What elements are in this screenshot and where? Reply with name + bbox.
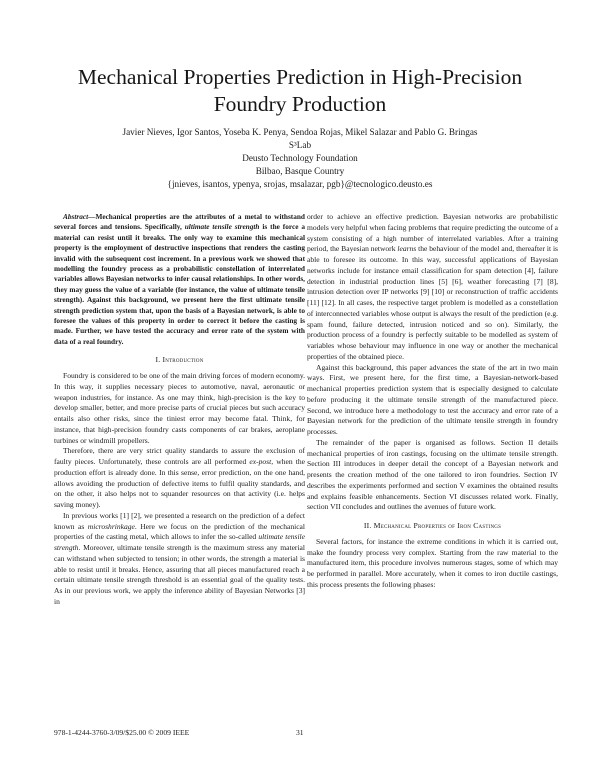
author-organization: Deusto Technology Foundation: [242, 153, 358, 163]
intro-p2-term: ex-post: [249, 457, 272, 467]
left-column: [54, 212, 305, 608]
intro-p3-text-a: In previous works [1] [2], we presented a research on the prediction of a defect known as: [54, 510, 305, 531]
intro-p2-text-b: , when the production effort is already done. In this sense, error prediction, on the one hand, allows avoiding the production of defective items to fulfil quality standards, and on the other, it also helps not to squander resources on that activity (i.e. helps saving money).: [54, 457, 305, 510]
section-2-title: Mechanical Properties of Iron Castings: [373, 521, 502, 530]
intro-p2-text-a: Therefore, there are very strict quality standards to assure the exclusion of faulty pieces. Unfortunately, these controls are all performed: [54, 446, 305, 467]
intro-p3-text-c: . Moreover, ultimate tensile strength is the maximum stress any material can withstand when subjected to tension; in other words, the strength a material is able to resist until it breaks. Hence, assuring that all pieces manufactured reach a certain ultimate tensile strength threshold is an essential goal of the quality tests. As in our previous work, we apply the inference ability of Bayesian Networks [3] in: [54, 543, 305, 606]
right-column: [307, 212, 558, 591]
paper-title: [20, 64, 580, 118]
author-location: Bilbao, Basque Country: [255, 166, 345, 176]
right-p1-text-a: order to achieve an effective prediction. Bayesian networks are probabilistic models very helpful when facing problems that require predicting the outcome of a system consisting of a high number of interrelated variables. After a training period, the Bayesian network: [307, 212, 558, 254]
right-p1-text-b: the behaviour of the model and, thereafter it is able to foresee its outcome. In this way, successful applications of Bayesian networks include for instance email classification for spam detection [4], failure detection in industrial production lines [5] [6], weather forecasting [7] [8], intrusion detection over IP networks [9] [10] or reconstruction of traffic accidents [11] [12]. In all cases, the respective target problem is modelled as a constellation of interconnected variables whose output is always the result of the prediction (e.g. spam found, failure detected, intrusion noticed and so on). Similarly, the production process of a foundry is perfectly suitable to be modelled as system of variables whose behaviour may influence in one way or another the mechanical properties of the obtained piece.: [307, 244, 558, 361]
abstract-label: Abstract: [63, 212, 89, 221]
intro-paragraph-2: [54, 446, 305, 511]
section-1-numeral: I.: [155, 355, 163, 365]
author-block: [20, 126, 580, 191]
abstract-term: ultimate tensile strength: [184, 222, 260, 232]
right-paragraph-2: Against this background, this paper advances the state of the art in two main ways. First, we present here, for the first time, a Bayesian-network-based mechanical properties prediction system that is especially designed to calculate before producing it the ultimate tensile strength of the manufactured piece. Second, we introduce here a methodology to test the accuracy and error rate of a Bayesian network for the prediction of the ultimate tensile strength in foundry processes.: [307, 362, 558, 436]
intro-p3-term-2: ultimate tensile strength: [54, 532, 306, 553]
abstract: [54, 212, 305, 347]
section-heading-introduction: [54, 355, 305, 366]
author-emails: {jnieves, isantos, ypenya, srojas, msalazar, pgb}@tecnologico.deusto.es: [167, 179, 433, 189]
section-1-title: Introduction: [162, 355, 204, 365]
title-line-1: Mechanical Properties Prediction in High-Precision: [77, 65, 523, 89]
intro-paragraph-1: Foundry is considered to be one of the main driving forces of modern economy. In this way, it supplies necessary pieces to automotive, naval, aeronautic or weapon industries, for instance. As one may think, high-precision is the key to develop smaller, better, and more precise parts of crucial pieces but such accuracy entails also other risks, since the tiniest error may become fatal. Think, for instance, that high-precision foundry casts components of car brakes, aeroplane turbines or windmill propellers.: [54, 371, 305, 445]
author-names: Javier Nieves, Igor Santos, Yoseba K. Penya, Sendoa Rojas, Mikel Salazar and Pablo G. Bringas: [122, 127, 478, 137]
abstract-text-1: —Mechanical properties are the attributes of a metal to withstand several forces and tensions. Specifically,: [54, 212, 305, 232]
footer-isbn: 978-1-4244-3760-3/09/$25.00 © 2009 IEEE: [54, 728, 190, 737]
section-heading-mechanical-properties: [307, 521, 558, 532]
author-lab: S³Lab: [288, 140, 312, 150]
section-2-numeral: II.: [363, 521, 374, 530]
intro-paragraph-3: [54, 511, 305, 608]
right-p1-term: learns: [397, 244, 417, 254]
title-line-2: Foundry Production: [213, 92, 387, 116]
right-paragraph-3: The remainder of the paper is organised as follows. Section II details mechanical properties of iron castings, focusing on the ultimate tensile strength. Section III introduces in deeper detail the concept of a Bayesian network and presents the creation method of the one tailored to iron foundries. Section IV describes the experiments performed and section V examines the obtained results and explains feasible enhancements. Section VI discusses related work. Finally, section VII concludes and outlines the avenues of future work.: [307, 437, 558, 512]
section-2-paragraph-1: Several factors, for instance the extreme conditions in which it is carried out, make the foundry process very complex. Starting from the raw material to the manufactured item, this procedure involves numerous stages, some of which may be performed in parallel. More accurately, when it comes to iron ductile castings, this process presents the following phases:: [307, 536, 558, 589]
intro-p3-term-1: microshrinkage: [87, 521, 135, 531]
intro-p3-text-b: . Here we focus on the prediction of the mechanical properties of the casting metal, which allows to infer the so-called: [54, 521, 306, 542]
abstract-text-2: is the force a material can resist until it breaks. The only way to examine this mechanical property is the employment of destructive inspections that renders the casting invalid with the subsequent cost increment. In a previous work we showed that modelling the foundry process as a probabilistic constellation of interrelated variables allows Bayesian networks to infer causal relationships. In other words, they may guess the value of a variable (for instance, the value of ultimate tensile strength). Against this background, we present here the first ultimate tensile strength prediction system that, upon the basis of a Bayesian network, is able to foresee the values of this property in order to correct it before the casting is made. Further, we have tested the accuracy and error rate of the system with data of a real foundry.: [54, 222, 306, 346]
page-number: 31: [296, 728, 304, 737]
right-paragraph-1: [307, 212, 558, 363]
